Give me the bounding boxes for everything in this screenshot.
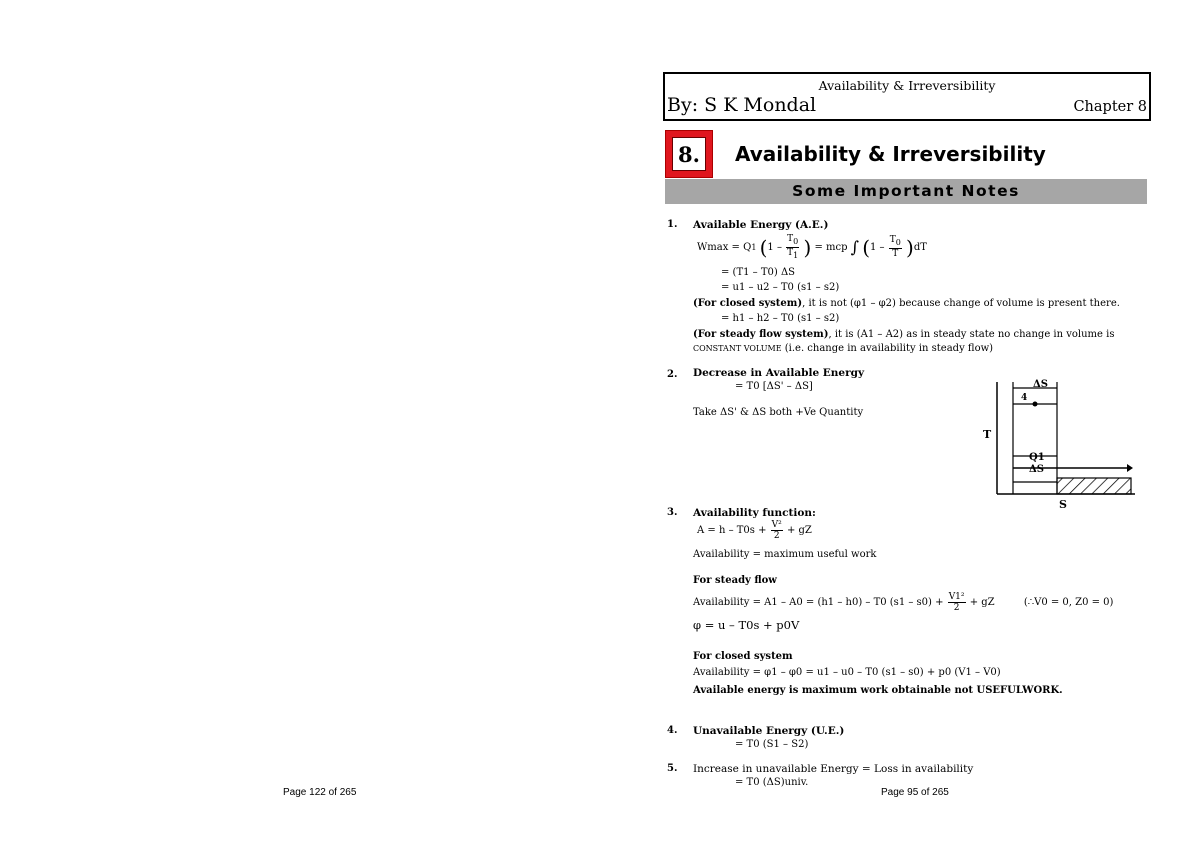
availability-definition: Availability = maximum useful work	[693, 549, 877, 560]
header-chapter: Chapter 8	[1073, 99, 1147, 115]
eq-line: = T0 (ΔS)univ.	[735, 777, 809, 788]
diagram-label-ds-mid: ΔS	[1029, 464, 1044, 475]
ts-diagram	[981, 378, 1141, 514]
diagram-label-ds-top: ΔS	[1033, 379, 1048, 390]
eq-line: = (T1 – T0) ΔS	[721, 267, 796, 278]
section-title: Availability function:	[693, 507, 816, 519]
eq-line: = T0 (S1 – S2)	[735, 739, 809, 750]
hatched-area	[1057, 478, 1131, 494]
section-title: Decrease in Available Energy	[693, 367, 865, 379]
closed-system-note: (For closed system), it is not (φ1 – φ2) because change of volume is present there.	[693, 298, 1120, 309]
closed-system-eq: Availability = φ1 – φ0 = u1 – u0 – T0 (s1 – s0) + p0 (V1 – V0)	[693, 667, 1001, 678]
diagram-label-4: 4	[1021, 393, 1028, 403]
eq-line: = h1 – h2 – T0 (s1 – s2)	[721, 313, 840, 324]
chapter-title: Availability & Irreversibility	[735, 142, 1046, 166]
steady-flow-condition: (∴V0 = 0, Z0 = 0)	[1023, 597, 1114, 608]
availability-function-eq: A = h – T0s + $\frac{\text{V²}}{2}$ + gZ	[697, 520, 812, 541]
chapter-number-badge	[665, 130, 713, 178]
page-header	[663, 72, 1151, 121]
section-number: 4.	[667, 725, 678, 736]
take-note: Take ΔS' & ΔS both +Ve Quantity	[693, 407, 864, 418]
header-author: By: S K Mondal	[667, 94, 817, 116]
header-subject: Availability & Irreversibility	[818, 78, 996, 93]
chapter-number: 8.	[672, 137, 706, 171]
document-page	[663, 72, 1149, 832]
section-title: Unavailable Energy (U.E.)	[693, 725, 845, 737]
closed-system-title: For closed system	[693, 651, 793, 662]
steady-flow-eq: Availability = A1 – A0 = (h1 – h0) – T0 (s1 – s0) + $\frac{\text{V1²}}{2}$ + gZ (∴V0 = 0, Z0 = 0)	[693, 592, 1114, 613]
eq-line: = T0 [ΔS' – ΔS]	[735, 381, 813, 392]
available-energy-note: Available energy is maximum work obtainable not USEFULWORK.	[693, 685, 1063, 696]
section-title: Increase in unavailable Energy = Loss in availability	[693, 763, 974, 775]
section-number: 5.	[667, 763, 678, 774]
section-number: 3.	[667, 507, 678, 518]
section-number: 2.	[667, 369, 678, 380]
wmax-equation: Wmax = Q1 (1 – $\frac{T_0}{T_1}$ ) = mcp ∫ (1 – $\frac{T_0}{T}$ )dT	[697, 234, 927, 260]
section-title: Available Energy (A.E.)	[693, 219, 829, 231]
diagram-label-t: T	[983, 428, 992, 441]
eq-line: = u1 – u2 – T0 (s1 – s2)	[721, 282, 840, 293]
steady-flow-note: (For steady flow system), it is (A1 – A2) as in steady state no change in volume is	[693, 329, 1115, 340]
right-page-number: Page 95 of 265	[881, 787, 949, 798]
section-number: 1.	[667, 219, 678, 230]
diagram-label-s: S	[1059, 498, 1067, 511]
phi-equation: φ = u – T0s + p0V	[693, 618, 800, 632]
steady-flow-title: For steady flow	[693, 575, 777, 586]
notes-banner: Some Important Notes	[665, 179, 1147, 204]
arrow-icon	[1127, 464, 1133, 472]
diagram-label-q1: Q1	[1029, 452, 1045, 463]
wmax-label: Wmax	[697, 241, 729, 253]
mcp-term: = mcp	[814, 241, 848, 253]
constant-volume-note: CONSTANT VOLUME (i.e. change in availability in steady flow)	[693, 343, 994, 354]
left-page-number: Page 122 of 265	[283, 787, 357, 798]
